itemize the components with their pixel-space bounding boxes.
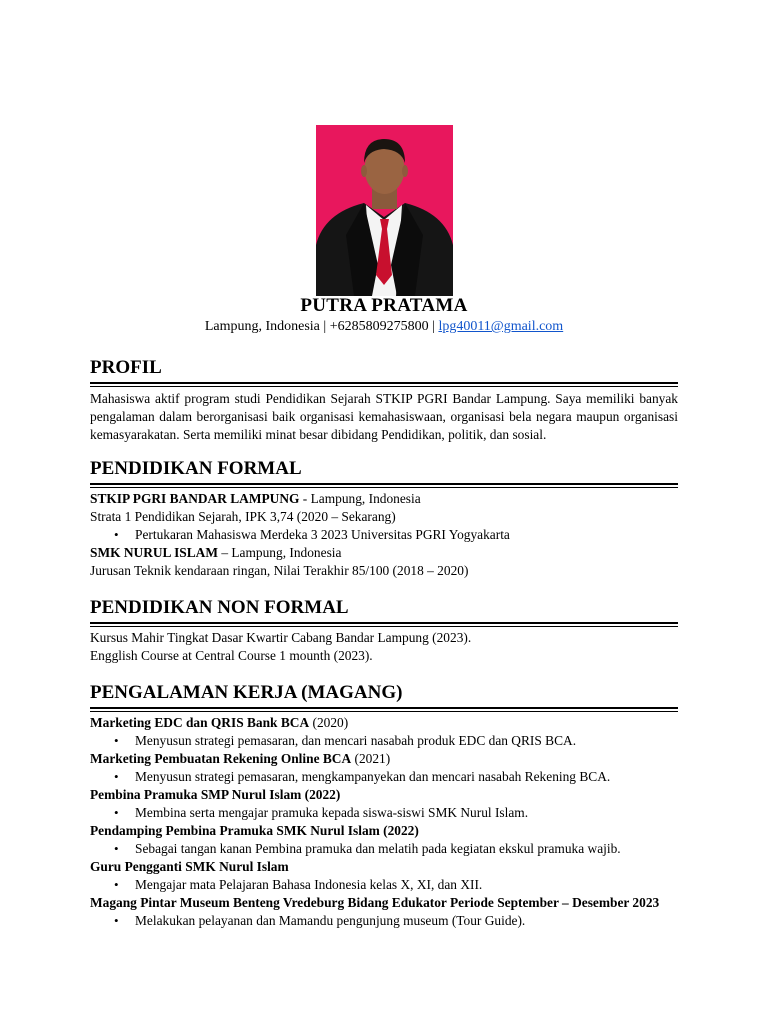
education-heading: [90, 544, 678, 562]
location-text: Lampung, Indonesia: [204, 319, 320, 334]
education-detail: Jurusan Teknik kendaraan ringan, Nilai Terakhir 85/100 (2018 – 2020): [90, 563, 469, 578]
separator: |: [432, 319, 435, 334]
experience-bullet: • Sebagai tangan kanan Pembina pramuka dan melatih pada kegiatan ekskul pramuka wajib.: [90, 840, 678, 858]
experience-entry: [90, 822, 678, 858]
experience-bullet: • Menyusun strategi pemasaran, mengkampanyekan dan mencari nasabah Rekening BCA.: [90, 768, 678, 786]
profile-photo: [316, 125, 453, 296]
experience-bullet: • Mengajar mata Pelajaran Bahasa Indonesia kelas X, XI, dan XII.: [90, 876, 678, 894]
phone-text: +6285809275800: [329, 319, 429, 334]
experience-entry: [90, 858, 678, 894]
experience-bullet: • Membina serta mengajar pramuka kepada siswa-siswi SMK Nurul Islam.: [90, 804, 678, 822]
institution-location: - Lampung, Indonesia: [299, 491, 421, 506]
institution-location: – Lampung, Indonesia: [217, 545, 342, 560]
section-profil: [90, 357, 678, 444]
divider: [90, 626, 678, 627]
divider: [90, 386, 678, 387]
section-pendidikan-formal: [90, 458, 678, 580]
person-name: PUTRA PRATAMA: [300, 295, 468, 316]
divider: [90, 622, 678, 624]
education-heading: [90, 490, 678, 508]
experience-entry: [90, 750, 678, 786]
education-entry: [90, 490, 678, 544]
experience-entry: [90, 714, 678, 750]
experience-role: Marketing Pembuatan Rekening Online BCA: [90, 751, 352, 766]
section-pendidikan-non-formal: [90, 597, 678, 665]
section-title: PROFIL: [90, 357, 162, 378]
divider: [90, 382, 678, 384]
experience-entry: [90, 894, 678, 930]
experience-role: Pembina Pramuka SMP Nurul Islam (2022): [90, 787, 341, 802]
institution-name: STKIP PGRI BANDAR LAMPUNG: [90, 491, 300, 506]
divider: [90, 487, 678, 488]
education-bullet: • Pertukaran Mahasiswa Merdeka 3 2023 Universitas PGRI Yogyakarta: [90, 526, 678, 544]
education-entry: [90, 544, 678, 580]
experience-year: (2020): [309, 715, 349, 730]
profile-photo-image: [316, 125, 453, 296]
section-pengalaman-kerja: [90, 682, 678, 930]
experience-role: Guru Pengganti SMK Nurul Islam: [90, 859, 289, 874]
non-formal-item: Kursus Mahir Tingkat Dasar Kwartir Cabang Bandar Lampung (2023).: [90, 630, 472, 645]
institution-name: SMK NURUL ISLAM: [90, 545, 218, 560]
experience-year: (2021): [351, 751, 391, 766]
experience-role: Magang Pintar Museum Benteng Vredeburg Bidang Edukator Periode September – Desember 2023: [90, 895, 660, 910]
experience-entry: [90, 786, 678, 822]
separator: |: [323, 319, 327, 334]
education-detail: Strata 1 Pendidikan Sejarah, IPK 3,74 (2020 – Sekarang): [90, 509, 396, 524]
section-title: PENDIDIKAN NON FORMAL: [90, 597, 349, 618]
experience-list: [90, 714, 678, 930]
contact-line: [0, 319, 768, 335]
experience-role: Pendamping Pembina Pramuka SMK Nurul Islam (2022): [90, 823, 419, 838]
experience-role: Marketing EDC dan QRIS Bank BCA: [90, 715, 310, 730]
divider: [90, 483, 678, 485]
divider: [90, 707, 678, 709]
profil-text: Mahasiswa aktif program studi Pendidikan Sejarah STKIP PGRI Bandar Lampung. Saya memiliki banyak pengalaman dalam berorganisasi baik organisasi kemahasiswaan, organisasi bela negara maupun organisasi kemasyarakatan. Serta memiliki minat besar dibidang Pendidikan, politik, dan sosial.: [90, 391, 678, 442]
experience-bullet: • Melakukan pelayanan dan Mamandu pengunjung museum (Tour Guide).: [90, 912, 678, 930]
divider: [90, 711, 678, 712]
section-title: PENGALAMAN KERJA (MAGANG): [90, 682, 403, 703]
non-formal-list: [90, 629, 678, 665]
experience-bullet: • Menyusun strategi pemasaran, dan mencari nasabah produk EDC dan QRIS BCA.: [90, 732, 678, 750]
non-formal-item: Engglish Course at Central Course 1 mounth (2023).: [90, 648, 373, 663]
section-title: PENDIDIKAN FORMAL: [90, 458, 302, 479]
email-link[interactable]: lpg40011@gmail.com: [438, 319, 564, 334]
